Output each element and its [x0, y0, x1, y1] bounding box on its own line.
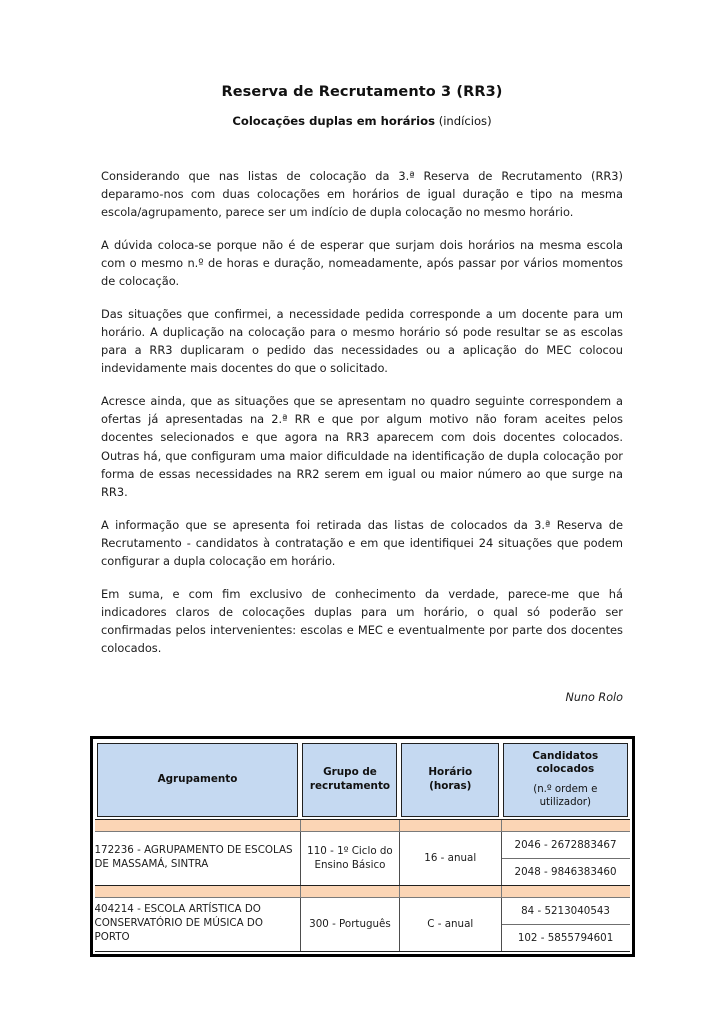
cell-candidatos: [501, 831, 629, 885]
paragraph-6: Em suma, e com fim exclusivo de conhecimento da verdade, parece-me que há indicadores claros de colocações duplas para um horário, o qual só poderão ser confirmadas pelos intervenientes: escolas e MEC e eventualmente por parte dos docentes colocados.: [101, 586, 623, 655]
paragraph-4: Acresce ainda, que as situações que se apresentam no quadro seguinte correspondem a ofertas já apresentadas na 2.ª RR e que por algum motivo não foram aceites pelos docentes selecionados e que agora na RR3 aparecem com dois docentes colocados. Outras há, que configuram uma maior dificuldade na identificação de dupla colocação por forma de essas necessidades na RR2 serem em igual ou maior número ao que surge na RR3.: [101, 394, 623, 499]
paragraph-2: A dúvida coloca-se porque não é de esperar que surjam dois horários na mesma escola com o mesmo n.º de horas e duração, nomeadamente, após passar por vários momentos de colocação.: [101, 238, 623, 289]
spacer-cell: [501, 885, 629, 897]
table-header-row: [95, 741, 630, 820]
table-row: [95, 897, 630, 951]
spacer-cell: [95, 885, 301, 897]
spacer-cell: [300, 885, 399, 897]
header-sublabel-candidatos: (n.º ordem e utilizador): [533, 783, 598, 809]
spacer-cell: [300, 819, 399, 831]
placements-table: [95, 741, 630, 952]
header-cell-grupo: [300, 741, 399, 820]
spacer-row: [95, 819, 630, 831]
paragraph-1: Considerando que nas listas de colocação da 3.ª Reserva de Recrutamento (RR3) deparamo-nos com duas colocações em horários de igual duração e tipo na mesma escola/agrupamento, parece ser um indício de dupla colocação no mesmo horário.: [101, 169, 623, 220]
title-block: [0, 0, 724, 129]
header-label-grupo: Grupo de recrutamento: [309, 766, 391, 792]
table-row: [95, 831, 630, 885]
subtitle-strong: Colocações duplas em horários: [232, 114, 435, 129]
paragraph-5: A informação que se apresenta foi retirada das listas de colocados da 3.ª Reserva de Recrutamento - candidatos à contratação e em que identifiquei 24 situações que podem configurar a dupla colocação em horário.: [101, 517, 623, 568]
spacer-cell: [399, 819, 501, 831]
spacer-cell: [399, 885, 501, 897]
header-cell-horario: [399, 741, 501, 820]
candidate-entry: 84 - 5213040543: [521, 904, 610, 917]
header-cell-agrupamento: [95, 741, 301, 820]
page-title: Reserva de Recrutamento 3 (RR3): [221, 84, 503, 100]
candidate-entry: 2046 - 2672883467: [514, 838, 617, 851]
cell-agrupamento: 172236 - AGRUPAMENTO DE ESCOLAS DE MASSAMÁ, SINTRA: [95, 831, 301, 885]
spacer-cell: [501, 819, 629, 831]
header-label-horario: Horário (horas): [428, 766, 473, 792]
spacer-row: [95, 885, 630, 897]
cell-agrupamento: 404214 - ESCOLA ARTÍSTICA DO CONSERVATÓRIO DE MÚSICA DO PORTO: [95, 897, 301, 951]
spacer-cell: [95, 819, 301, 831]
placements-table-wrapper: [90, 736, 635, 957]
paragraph-3: Das situações que confirmei, a necessidade pedida corresponde a um docente para um horário. A duplicação na colocação para o mesmo horário só pode resultar se as escolas para a RR3 duplicaram o pedido das necessidades ou a aplicação do MEC colocou indevidamente mais docentes do que o solicitado.: [101, 307, 623, 376]
body-copy: [101, 129, 623, 656]
page-subtitle: [0, 115, 724, 129]
cell-horario: 16 - anual: [399, 831, 501, 885]
header-label-agrupamento: Agrupamento: [157, 772, 238, 785]
cell-horario: C - anual: [399, 897, 501, 951]
candidate-entry: 2048 - 9846383460: [502, 858, 630, 885]
cell-candidatos: [501, 897, 629, 951]
cell-grupo: 110 - 1º Ciclo do Ensino Básico: [300, 831, 399, 885]
subtitle-light: (indícios): [438, 114, 492, 129]
header-label-candidatos: Candidatos colocados: [532, 749, 599, 776]
header-cell-candidatos: [501, 741, 629, 820]
cell-grupo: 300 - Português: [300, 897, 399, 951]
candidate-entry: 102 - 5855794601: [502, 924, 630, 951]
signature: Nuno Rolo: [565, 690, 623, 704]
